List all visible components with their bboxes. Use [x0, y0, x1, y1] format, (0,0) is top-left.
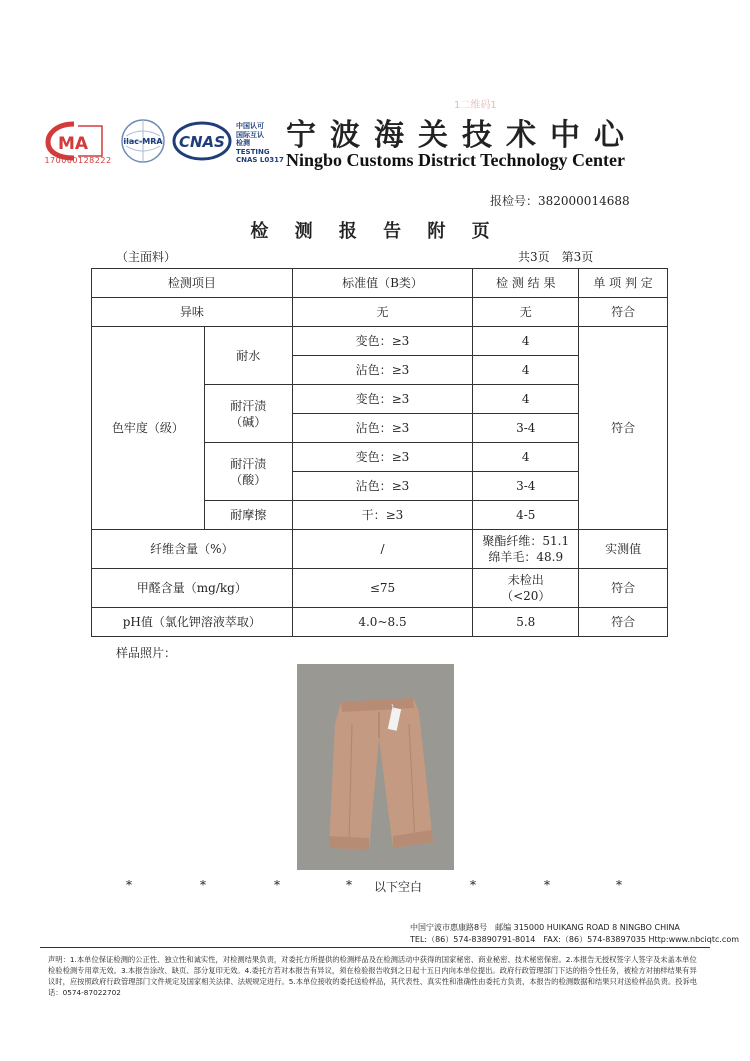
- ilac-mra-logo-icon: [120, 118, 166, 164]
- cnas-logo-icon: [172, 120, 232, 162]
- table-row-formaldehyde: 甲醛含量（mg/kg） ≤75 未检出 （<20） 符合: [92, 569, 668, 608]
- cma-number: 170000128222: [44, 156, 112, 165]
- report-title: 检 测 报 告 附 页: [250, 221, 500, 242]
- sample-photo: [297, 664, 454, 870]
- header-verdict: 单 项 判 定: [579, 269, 668, 298]
- cnas-accreditation-text: 中国认可 国际互认 检测 TESTING CNAS L0317: [236, 122, 284, 164]
- address-line-1: 中国宁波市惠康路8号 邮编 315000 HUIKANG ROAD 8 NINGBO CHINA: [410, 923, 680, 932]
- table-row-alkali-staining: 沾色：≥3 3-4: [92, 414, 668, 443]
- table-row-ph: pH值（氯化钾溶液萃取） 4.0~8.5 5.8 符合: [92, 608, 668, 637]
- sample-photo-label: 样品照片：: [116, 646, 177, 660]
- table-row-water-staining: 沾色：≥3 4: [92, 356, 668, 385]
- table-row-rubbing: 耐摩擦 干：≥3 4-5: [92, 501, 668, 530]
- report-number: 报检号：382000014688: [490, 194, 630, 208]
- table-row-acid-color-change: 耐汗渍 （酸） 变色：≥3 4: [92, 443, 668, 472]
- table-row-water-color-change: 色牢度（级） 耐水 变色：≥3 4 符合: [92, 327, 668, 356]
- results-table: [91, 268, 668, 637]
- table-row-fiber: 纤维含量（%） / 聚酯纤维：51.1 绵羊毛：48.9 实测值: [92, 530, 668, 569]
- svg-text:CNAS: CNAS: [179, 133, 225, 151]
- address-line-2: TEL:（86）574-83890791-8014 FAX:（86）574-83897035 Http:www.nbciqtc.com: [410, 935, 740, 944]
- top-watermark: 1二维码1: [454, 100, 497, 111]
- org-name-cn: 宁波海关技术中心: [286, 118, 638, 153]
- svg-text:MA: MA: [58, 134, 89, 154]
- table-header-row: [92, 269, 668, 298]
- colorfastness-verdict: 符合: [579, 327, 668, 530]
- svg-text:ilac-MRA: ilac-MRA: [123, 137, 163, 146]
- header-item: 检测项目: [92, 269, 293, 298]
- material-label: （主面料）: [116, 250, 177, 264]
- table-row-acid-staining: 沾色：≥3 3-4: [92, 472, 668, 501]
- header-result: 检 测 结 果: [473, 269, 579, 298]
- header-standard: 标准值（B类）: [292, 269, 473, 298]
- table-row-odor: 异味 无 无 符合: [92, 298, 668, 327]
- footer-divider: [40, 947, 710, 948]
- table-row-alkali-color-change: 耐汗渍 （碱） 变色：≥3 4: [92, 385, 668, 414]
- org-name-en: Ningbo Customs District Technology Center: [286, 150, 626, 170]
- declaration-text: 声明：1.本单位保证检测的公正性、独立性和诚实性，对检测结果负责，对委托方所提供的检测样品及在检测活动中获得的国家秘密、商业秘密、技术秘密保密。2.本报告无授权签字人签字及未盖本单位检验检测专用章无效。3.本报告涂改、缺页、部分复印无效。4.委托方若对本报告有异议，须在检验报告收到之日起十五日内向本单位提出。政府行政管理部门下达的指令性任务，被检方对抽样结果有异议时，应按照政府行政管理部门文件规定及国家相关法律、法规规定进行。5.本单位接收的委托送检样品，其代表性、真实性和准确性由委托方负责，本报告的检测数据和结果只对送检样品负责。投诉电话：0574-87022702: [48, 955, 698, 997]
- blank-line-row: * * * * 以下空白 * * *: [126, 878, 622, 894]
- page-info: 共3页 第3页: [518, 250, 594, 264]
- trousers-image-icon: [297, 664, 454, 870]
- blank-below-text: 以下空白: [374, 880, 423, 894]
- colorfastness-item: 色牢度（级）: [92, 327, 205, 530]
